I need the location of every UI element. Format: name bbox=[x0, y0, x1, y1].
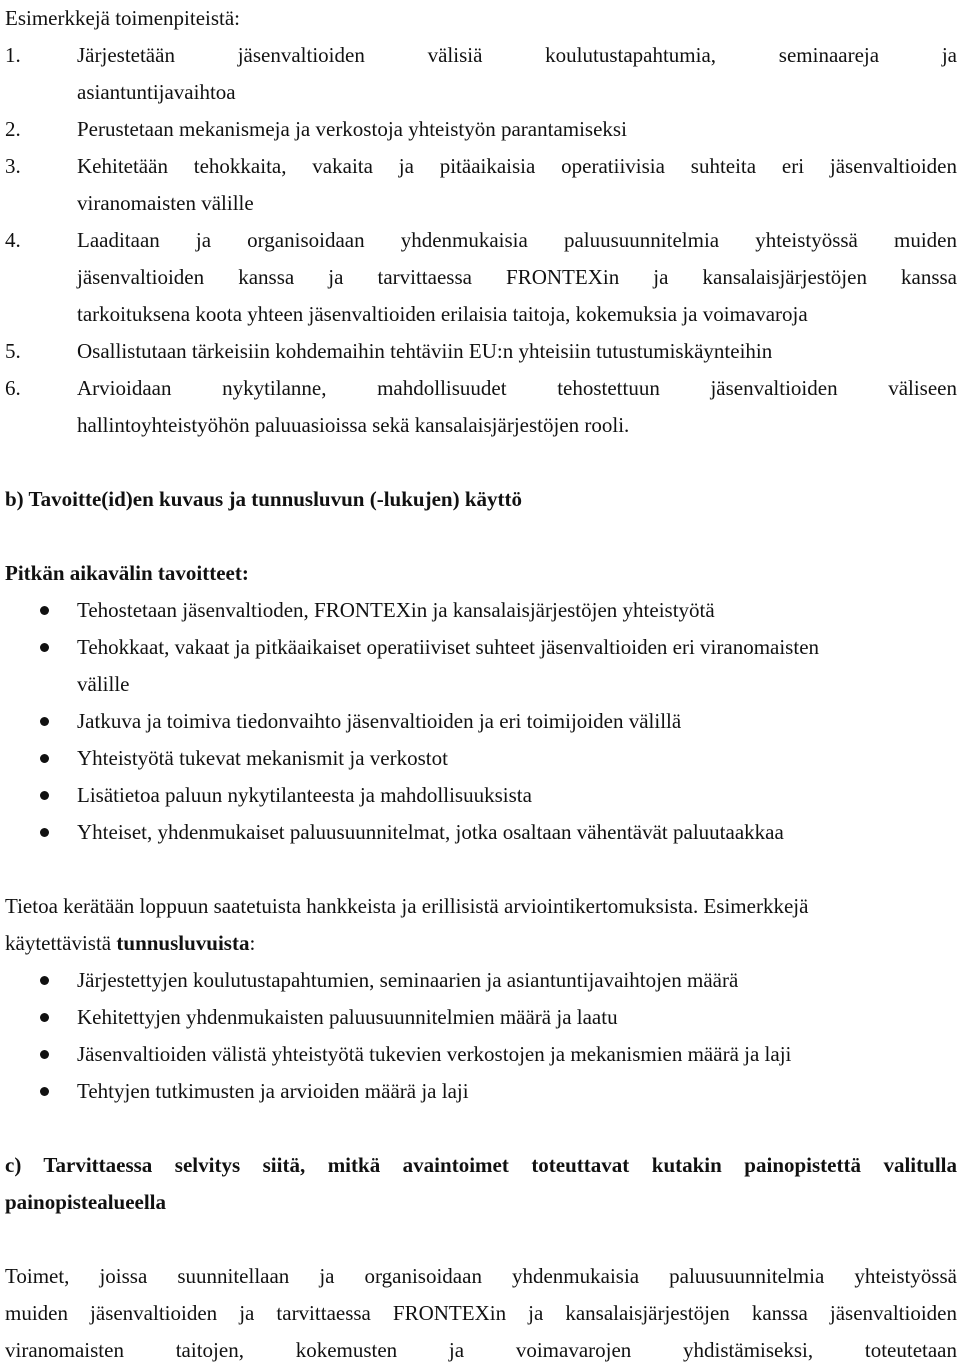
action-text-line: tarkoituksena koota yhteen jäsenvaltioiden erilaisia taitoja, kokemuksia ja voimavaroja bbox=[77, 302, 808, 326]
list-item bbox=[5, 629, 957, 703]
action-list bbox=[5, 37, 957, 444]
bullet-icon bbox=[5, 814, 77, 851]
list-item-text: Tehtyjen tutkimusten ja arvioiden määrä ja laji bbox=[77, 1079, 469, 1103]
list-item bbox=[5, 592, 957, 629]
action-item bbox=[5, 37, 957, 111]
bullet-icon bbox=[5, 629, 77, 666]
action-item bbox=[5, 111, 957, 148]
indicator-intro-text: käytettävistä bbox=[5, 931, 117, 955]
list-item-text: Yhteiset, yhdenmukaiset paluusuunnitelmat, jotka osaltaan vähentävät paluutaakkaa bbox=[77, 820, 784, 844]
paragraph-line: viranomaisten taitojen, kokemusten ja voimavarojen yhdistämiseksi, toteutetaan bbox=[5, 1338, 957, 1362]
action-number: 1. bbox=[5, 43, 21, 67]
action-text-line: hallintoyhteistyöhön paluuasioissa sekä kansalaisjärjestöjen rooli. bbox=[77, 413, 630, 437]
list-item-text: Jäsenvaltioiden välistä yhteistyötä tukevien verkostojen ja mekanismien määrä ja laji bbox=[77, 1042, 792, 1066]
list-item bbox=[5, 740, 957, 777]
list-item-text: Yhteistyötä tukevat mekanismit ja verkostot bbox=[77, 746, 448, 770]
paragraph-line: muiden jäsenvaltioiden ja tarvittaessa FRONTEXin ja kansalaisjärjestöjen kanssa jäsenvaltioiden bbox=[5, 1301, 957, 1325]
list-item-text: Jatkuva ja toimiva tiedonvaihto jäsenvaltioiden ja eri toimijoiden välillä bbox=[77, 709, 682, 733]
indicator-intro-colon: : bbox=[249, 931, 256, 955]
indicator-keyword: tunnusluvuista bbox=[116, 931, 250, 955]
closing-paragraph bbox=[5, 1258, 957, 1369]
list-item bbox=[5, 703, 957, 740]
action-item bbox=[5, 148, 957, 222]
bullet-icon bbox=[5, 999, 77, 1036]
action-number: 4. bbox=[5, 228, 21, 252]
list-item bbox=[5, 814, 957, 851]
action-text-line: Osallistutaan tärkeisiin kohdemaihin tehtäviin EU:n yhteisiin tutustumiskäynteihin bbox=[77, 339, 773, 363]
action-number: 2. bbox=[5, 117, 21, 141]
section-b-heading: b) Tavoitte(id)en kuvaus ja tunnusluvun (-lukujen) käyttö bbox=[5, 487, 522, 511]
action-number: 6. bbox=[5, 376, 21, 400]
action-text-line: asiantuntijavaihtoa bbox=[77, 80, 236, 104]
long-term-goals-heading: Pitkän aikavälin tavoitteet: bbox=[5, 561, 249, 585]
paragraph-line: Toimet, joissa suunnitellaan ja organisoidaan yhdenmukaisia paluusuunnitelmia yhteistyössä bbox=[5, 1264, 957, 1288]
action-number: 5. bbox=[5, 339, 21, 363]
list-item-text: Järjestettyjen koulutustapahtumien, seminaarien ja asiantuntijavaihtojen määrä bbox=[77, 968, 739, 992]
bullet-icon bbox=[5, 740, 77, 777]
list-item bbox=[5, 1036, 957, 1073]
spacer bbox=[5, 1221, 957, 1258]
action-text-line: Arvioidaan nykytilanne, mahdollisuudet tehostettuun jäsenvaltioiden väliseen bbox=[77, 376, 957, 400]
action-text-line: Laaditaan ja organisoidaan yhdenmukaisia paluusuunnitelmia yhteistyössä muiden bbox=[77, 228, 957, 252]
intro-heading: Esimerkkejä toimenpiteistä: bbox=[5, 6, 241, 30]
document-page bbox=[5, 0, 957, 1369]
action-item bbox=[5, 370, 957, 444]
action-text-line: jäsenvaltioiden kanssa ja tarvittaessa FRONTEXin ja kansalaisjärjestöjen kanssa bbox=[77, 265, 957, 289]
spacer bbox=[5, 1110, 957, 1147]
list-item bbox=[5, 777, 957, 814]
indicator-intro-line bbox=[5, 925, 957, 962]
list-item bbox=[5, 999, 957, 1036]
spacer bbox=[5, 851, 957, 888]
indicator-intro bbox=[5, 888, 957, 962]
bullet-icon bbox=[5, 962, 77, 999]
bullet-icon bbox=[5, 1073, 77, 1110]
list-item-text: Tehokkaat, vakaat ja pitkäaikaiset operatiiviset suhteet jäsenvaltioiden eri viranomaisten bbox=[77, 635, 820, 659]
indicator-intro-line: Tietoa kerätään loppuun saatetuista hankkeista ja erillisistä arviointikertomuksista. Esimerkkejä bbox=[5, 894, 809, 918]
indicator-list bbox=[5, 962, 957, 1110]
bullet-icon bbox=[5, 592, 77, 629]
list-item-text: välille bbox=[77, 672, 130, 696]
spacer bbox=[5, 444, 957, 481]
action-text-line: Kehitetään tehokkaita, vakaita ja pitäaikaisia operatiivisia suhteita eri jäsenvaltioiden bbox=[77, 154, 957, 178]
action-text-line: Perustetaan mekanismeja ja verkostoja yhteistyön parantamiseksi bbox=[77, 117, 627, 141]
section-c-heading-line: c) Tarvittaessa selvitys siitä, mitkä avaintoimet toteuttavat kutakin painopistettä valitulla bbox=[5, 1153, 957, 1177]
list-item bbox=[5, 962, 957, 999]
action-text-line: Järjestetään jäsenvaltioiden välisiä koulutustapahtumia, seminaareja ja bbox=[77, 43, 957, 67]
spacer bbox=[5, 518, 957, 555]
action-text-line: viranomaisten välille bbox=[77, 191, 254, 215]
long-term-goals-list bbox=[5, 592, 957, 851]
list-item-text: Lisätietoa paluun nykytilanteesta ja mahdollisuuksista bbox=[77, 783, 532, 807]
list-item-text: Kehitettyjen yhdenmukaisten paluusuunnitelmien määrä ja laatu bbox=[77, 1005, 618, 1029]
section-c-heading bbox=[5, 1147, 957, 1221]
bullet-icon bbox=[5, 777, 77, 814]
action-number: 3. bbox=[5, 154, 21, 178]
action-item bbox=[5, 333, 957, 370]
section-c-heading-line: painopistealueella bbox=[5, 1190, 167, 1214]
bullet-icon bbox=[5, 1036, 77, 1073]
list-item-text: Tehostetaan jäsenvaltioden, FRONTEXin ja kansalaisjärjestöjen yhteistyötä bbox=[77, 598, 715, 622]
action-item bbox=[5, 222, 957, 333]
list-item bbox=[5, 1073, 957, 1110]
bullet-icon bbox=[5, 703, 77, 740]
